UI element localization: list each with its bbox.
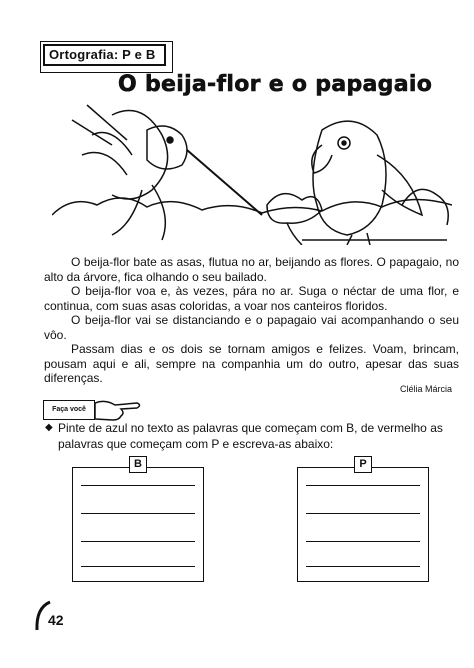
- author-credit: Clélia Márcia: [399, 384, 452, 394]
- page-number: 42: [48, 612, 64, 628]
- answer-line[interactable]: [81, 485, 195, 486]
- illustration: [52, 95, 452, 245]
- paragraph: O beija-flor voa e, às vezes, pára no ar. Suga o néctar de uma flor, e continua, com suas asas coloridas, a voar nos canteiros floridos.: [44, 284, 459, 313]
- answer-box-label: P: [354, 456, 372, 473]
- answer-line[interactable]: [306, 485, 420, 486]
- answer-line[interactable]: [81, 513, 195, 514]
- answer-line[interactable]: [306, 541, 420, 542]
- paragraph: O beija-flor vai se distanciando e o papagaio vai acompanhando o seu vôo.: [44, 313, 459, 342]
- page-number-badge: [32, 600, 92, 634]
- activity-badge-label: Faça você: [43, 400, 95, 420]
- answer-line[interactable]: [81, 541, 195, 542]
- answer-box-p[interactable]: [297, 458, 429, 582]
- answer-box-b[interactable]: [72, 458, 204, 582]
- activity-instruction: [45, 420, 458, 452]
- paragraph: Passam dias e os dois se tornam amigos e felizes. Voam, brincam, pousam aqui e ali, sempre na companhia um do outro, apesar das suas diferenças.: [44, 342, 459, 385]
- bullet-icon: ◆: [45, 422, 53, 433]
- instruction-text: Pinte de azul no texto as palavras que começam com B, de vermelho as palavras que começam com P e escreva-as abaixo:: [58, 421, 443, 451]
- answer-line[interactable]: [81, 566, 195, 567]
- page-title: O beija-flor e o papagaio: [118, 72, 433, 97]
- topic-tag: Ortografia: P e B: [43, 44, 166, 66]
- answer-line[interactable]: [306, 566, 420, 567]
- paragraph: O beija-flor bate as asas, flutua no ar, beijando as flores. O papagaio, no alto da árvore, fica olhando o seu bailado.: [44, 255, 459, 284]
- story-text: [44, 255, 459, 386]
- answer-line[interactable]: [306, 513, 420, 514]
- answer-box-label: B: [129, 456, 147, 473]
